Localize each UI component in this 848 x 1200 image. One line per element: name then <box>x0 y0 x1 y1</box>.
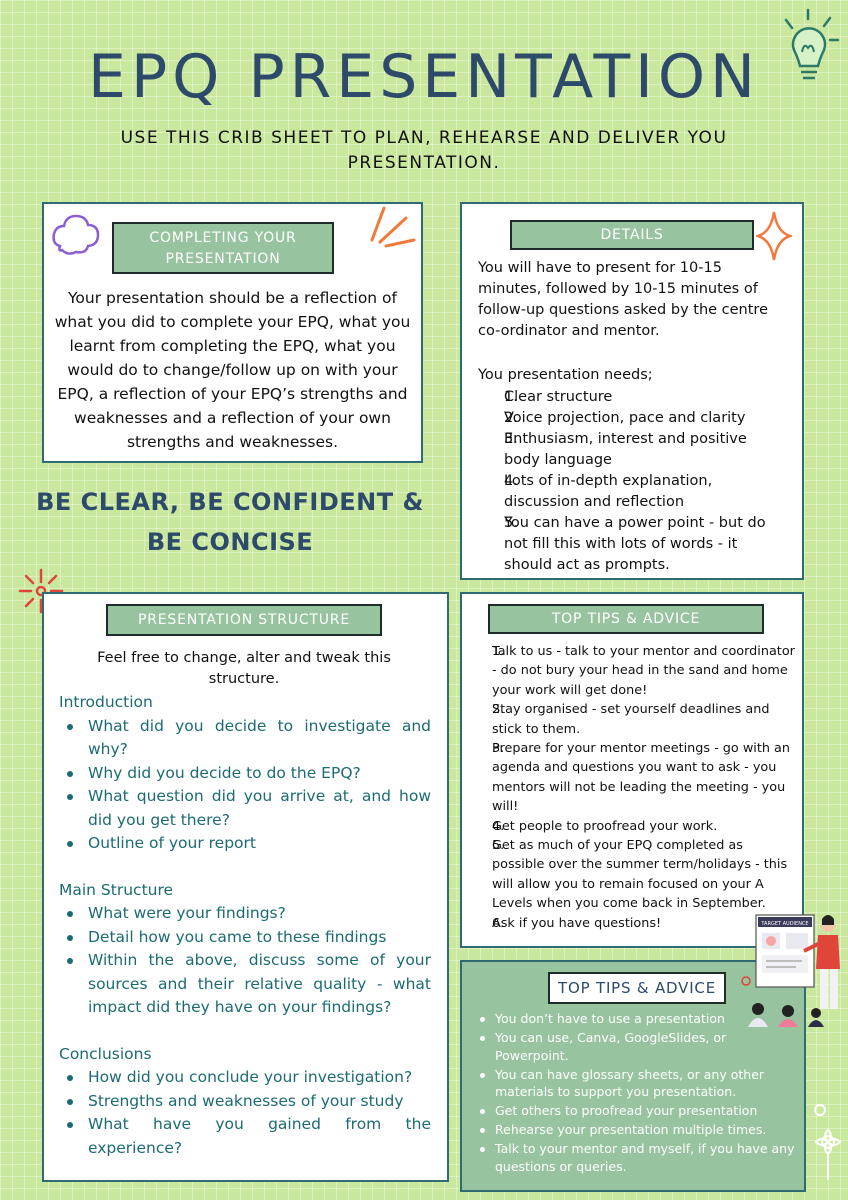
board-text: TARGET AUDIENCE <box>761 921 809 927</box>
list-item: You can have glossary sheets, or any other materials to support you presentation. <box>476 1066 796 1101</box>
list-item: Get as much of your EPQ completed as possible over the summer term/holidays - this will allow you to remain focused on your A Levels when you come back in September. <box>492 838 788 912</box>
list-item: What have you gained from the experience? <box>59 1113 431 1160</box>
structure-intro: Feel free to change, alter and tweak this structure. <box>97 650 391 687</box>
structure-sections <box>59 691 431 1160</box>
rays-doodle-icon <box>362 200 418 248</box>
structure-card <box>42 592 449 1182</box>
list-item: Detail how you came to these findings <box>59 926 431 950</box>
slogan-line-2: BE CONCISE <box>146 528 314 556</box>
list-item: How did you conclude your investigation? <box>59 1066 431 1090</box>
list-item: Lots of in-depth explanation, discussion and reflection <box>504 473 713 510</box>
lightbulb-icon <box>772 6 844 92</box>
completing-label: COMPLETING YOUR PRESENTATION <box>112 222 334 274</box>
tips2-label: TOP TIPS & ADVICE <box>548 972 726 1004</box>
list-item: Strengths and weaknesses of your study <box>59 1090 431 1114</box>
details-list <box>490 387 782 576</box>
section-list <box>59 902 431 1020</box>
tips-card <box>460 592 804 948</box>
tips-label: TOP TIPS & ADVICE <box>488 604 764 634</box>
section-heading: Main Structure <box>59 880 174 899</box>
list-item: Talk to us - talk to your mentor and coordinator - do not bury your head in the sand and home your work will get done! <box>492 644 795 698</box>
list-item: Get people to proofread your work. <box>492 818 718 834</box>
details-intro: You will have to present for 10-15 minutes, followed by 10-15 minutes of follow-up questions asked by the centre co-ordinator and mentor. <box>478 260 768 339</box>
slogan <box>30 482 430 562</box>
page-subtitle: USE THIS CRIB SHEET TO PLAN, REHEARSE AND DELIVER YOU PRESENTATION. <box>120 128 728 173</box>
list-item: You can have a power point - but do not fill this with lots of words - it should act as prompts. <box>504 515 766 573</box>
details-label: DETAILS <box>510 220 754 250</box>
completing-text: Your presentation should be a reflection of what you did to complete your EPQ, what you learnt from completing the EPQ, what you would do to change/follow up on with your EPQ, a reflection of your EPQ’s strengths and weaknesses and a reflection of your own strengths and weaknesses. <box>54 289 411 451</box>
list-item: Ask if you have questions! <box>492 915 662 931</box>
list-item: Within the above, discuss some of your sources and their relative quality - what impact did they have on your findings? <box>59 949 431 1020</box>
list-item: Stay organised - set yourself deadlines and stick to them. <box>492 702 770 737</box>
list-item: You can use, Canva, GoogleSlides, or Powerpoint. <box>476 1029 796 1064</box>
details-card <box>460 202 804 580</box>
cloud-doodle-icon <box>50 208 102 258</box>
flower-doodle-icon <box>806 1100 846 1184</box>
structure-label: PRESENTATION STRUCTURE <box>106 604 382 636</box>
list-item: Outline of your report <box>59 832 431 856</box>
list-item: Rehearse your presentation multiple times. <box>476 1121 796 1139</box>
list-item: Enthusiasm, interest and positive body language <box>504 431 747 468</box>
list-item: Prepare for your mentor meetings - go with an agenda and questions you want to ask - you mentors will not be leading the meeting - you will! <box>492 741 790 815</box>
section-heading: Introduction <box>59 693 153 711</box>
details-needs: You presentation needs; <box>478 367 653 383</box>
tips-list <box>476 642 798 933</box>
target-audience-illustration <box>736 905 846 1027</box>
list-item: What were your findings? <box>59 902 431 926</box>
list-item: Why did you decide to do the EPQ? <box>59 762 431 786</box>
section-list <box>59 1066 431 1160</box>
list-item: What did you decide to investigate and why? <box>59 715 431 762</box>
list-item: You don’t have to use a presentation <box>476 1010 796 1028</box>
tips2-list <box>476 1010 796 1177</box>
list-item: Get others to proofread your presentation <box>476 1102 796 1120</box>
list-item: What question did you arrive at, and how did you get there? <box>59 785 431 832</box>
sparkle-icon <box>756 210 792 262</box>
list-item: Clear structure <box>504 389 613 405</box>
page-title: EPQ PRESENTATION <box>88 42 760 112</box>
slogan-line-1: BE CLEAR, BE CONFIDENT & <box>36 488 424 516</box>
section-list <box>59 715 431 856</box>
list-item: Voice projection, pace and clarity <box>504 410 746 426</box>
section-heading: Conclusions <box>59 1044 152 1063</box>
list-item: Talk to your mentor and myself, if you have any questions or queries. <box>476 1140 796 1175</box>
